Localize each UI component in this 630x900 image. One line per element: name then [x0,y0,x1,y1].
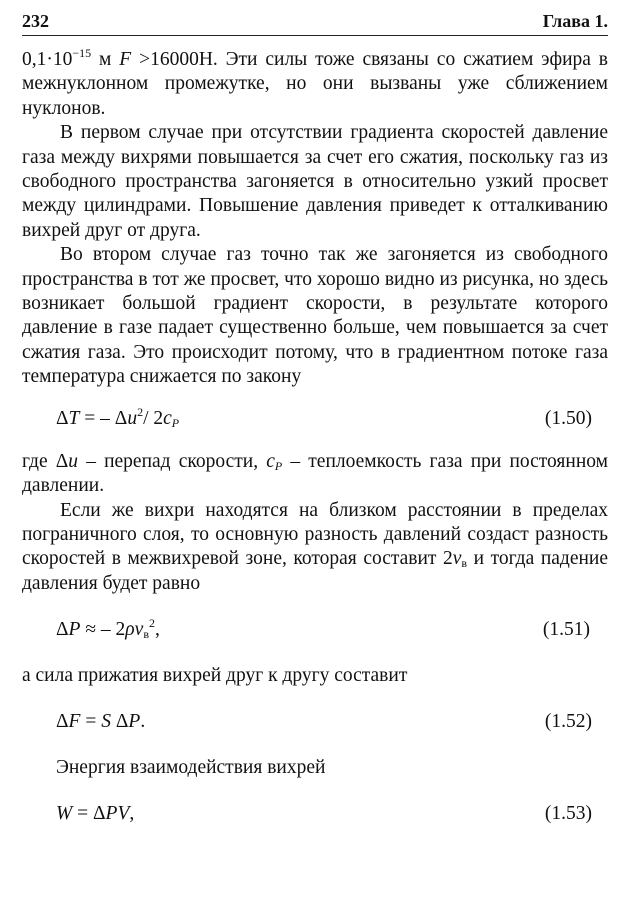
p1-force-symbol: F [119,49,132,70]
equation-1-53-formula: W = ΔPV, [56,802,135,824]
equation-1-52 [22,710,608,734]
paragraph-3: Во втором случае газ точно так же загоняется из свободного пространства в тот же просвет, что хорошо видно из рисунка, но здесь возникает большой градиент скорости, в результате которого давление в газе падает существенно больше, чем повышается за счет сжатия газа. Это происходит потому, что в градиентном потоке газа температура снижается по закону [22,244,608,388]
p1-value: 0,1·10 [22,49,73,70]
paragraph-5: Если же вихри находятся на близком расстоянии в пределах пограничного слоя, то основную разность давлений создаст разность скоростей в межвихревой зоне, которая составит $2v_в$ и тогда падение давления будет равно [22,499,609,594]
equation-1-51-number: (1.51) [542,619,590,641]
paragraph-1 [22,48,608,121]
p1-text: >16000Н. Эти силы тоже связаны со сжатием эфира в межнуклонном промежутке, но они вызваны уже сближением нуклонов. [22,49,609,119]
page-number: 232 [22,11,49,31]
equation-1-50-formula: ΔT = – $\Delta u^2/$ 2cP [56,404,180,430]
equation-1-50 [22,404,608,431]
running-header [22,10,608,32]
p1-exponent: −15 [72,46,92,60]
p1-unit: м [91,49,120,70]
paragraph-7: Энергия взаимодействия вихрей [56,756,326,778]
equation-1-51 [22,618,608,642]
equation-1-50-number: (1.50) [544,407,592,429]
header-rule [22,35,608,36]
paragraph-4: где Δu – перепад скорости, cP – теплоемкость газа при постоянном давлении. [22,450,608,497]
chapter-title: Глава 1. [542,11,608,31]
page [22,10,608,826]
equation-1-52-number: (1.52) [544,710,592,732]
paragraph-6: а сила прижатия вихрей друг к другу составит [22,665,408,687]
equation-1-53 [22,802,608,826]
equation-1-53-number: (1.53) [544,802,592,824]
paragraph-2: В первом случае при отсутствии градиента скоростей давление газа между вихрями повышается за счет его сжатия, поскольку газ из свободного пространства загоняется в относительно узкий просвет между цилиндрами. Повышение давления приведет к отталкиванию вихрей друг от друга. [22,122,608,241]
equation-1-52-formula: ΔF = S ΔP. [56,710,146,732]
equation-1-51-formula: ΔP ≈ – $2\rho v_в^2$, [56,616,160,642]
